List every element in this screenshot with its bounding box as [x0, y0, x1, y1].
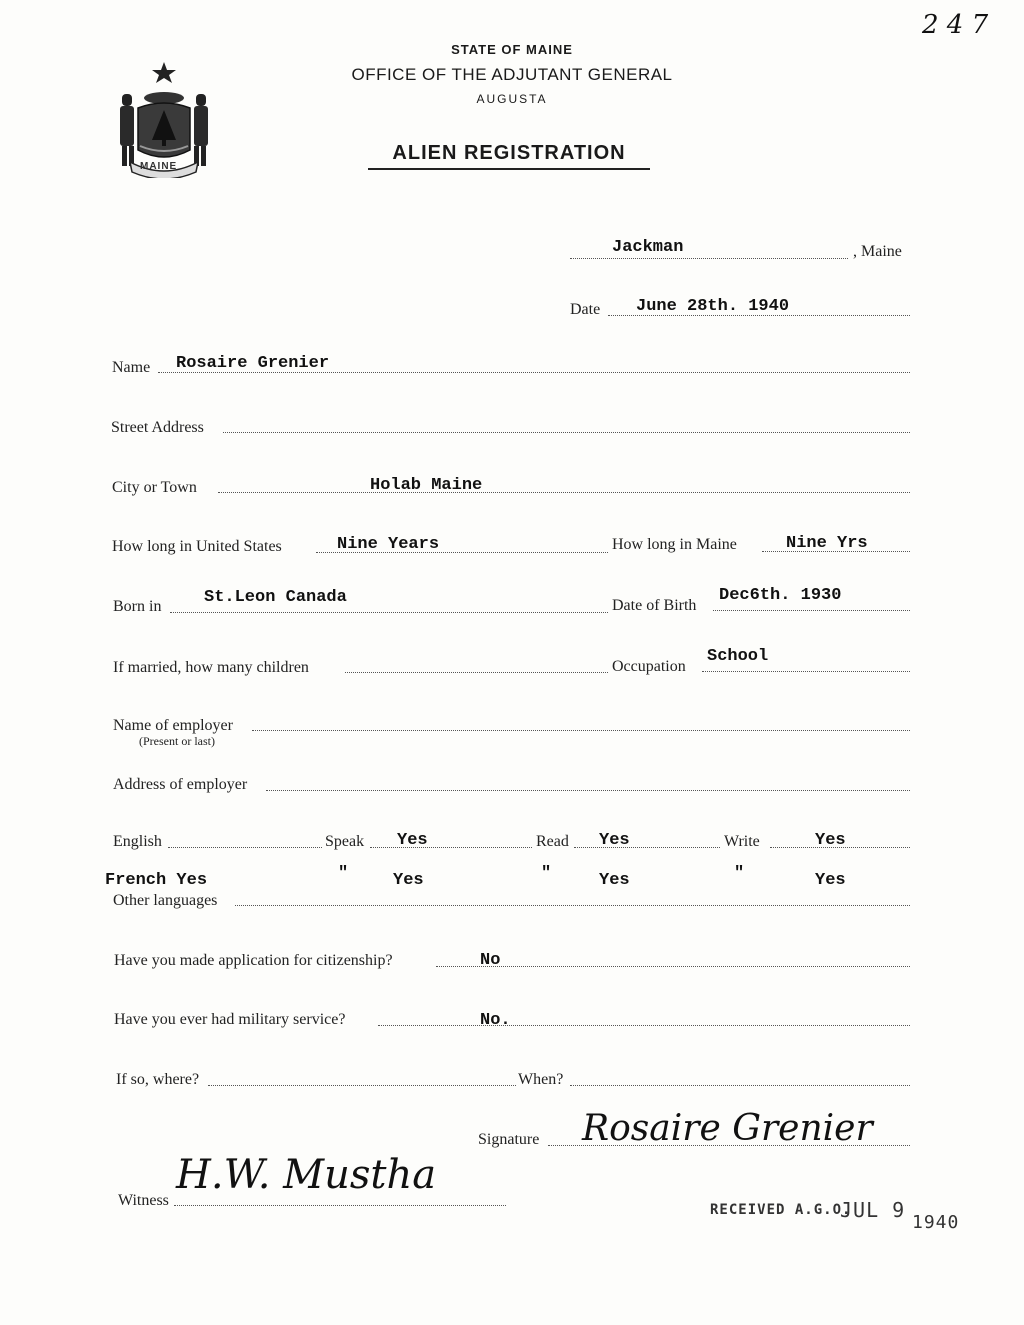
how-long-us-value: Nine Years	[337, 535, 440, 554]
when-label: When?	[518, 1071, 564, 1088]
english-label: English	[113, 833, 162, 850]
street-address-label: Street Address	[111, 419, 204, 436]
form-title: ALIEN REGISTRATION	[368, 142, 650, 170]
employer-name-label: Name of employer	[113, 717, 233, 734]
how-long-us-label: How long in United States	[112, 538, 282, 555]
employer-name-sublabel: (Present or last)	[139, 734, 215, 748]
received-stamp-year: 1940	[912, 1212, 960, 1233]
other-languages-label: Other languages	[113, 892, 218, 909]
date-of-birth-value: Dec6th. 1930	[719, 586, 842, 605]
read-label: Read	[536, 833, 569, 850]
where-label: If so, where?	[116, 1071, 200, 1088]
signature-value: Rosaire Grenier	[582, 1108, 873, 1149]
other-language-name: French Yes	[105, 871, 208, 890]
received-stamp-date: JUL 9	[840, 1198, 906, 1222]
how-long-maine-label: How long in Maine	[612, 536, 737, 553]
place-suffix: , Maine	[853, 243, 902, 260]
citizenship-value: No	[480, 951, 501, 970]
occupation-label: Occupation	[612, 658, 686, 675]
name-value: Rosaire Grenier	[176, 354, 330, 373]
header-state: STATE OF MAINE	[451, 42, 573, 57]
header-office: OFFICE OF THE ADJUTANT GENERAL	[351, 65, 673, 84]
english-write-value: Yes	[815, 831, 846, 850]
military-label: Have you ever had military service?	[114, 1011, 346, 1028]
received-stamp-text: RECEIVED A.G.O.	[710, 1202, 852, 1218]
born-in-label: Born in	[113, 598, 162, 615]
born-in-value: St.Leon Canada	[204, 588, 347, 607]
ditto-mark-write: "	[734, 864, 745, 883]
ditto-mark-read: "	[541, 864, 552, 883]
write-label: Write	[724, 833, 760, 850]
other-language-write: Yes	[815, 871, 846, 890]
other-language-read: Yes	[599, 871, 630, 890]
employer-address-label: Address of employer	[113, 776, 248, 793]
header-city: AUGUSTA	[476, 92, 548, 106]
english-speak-value: Yes	[397, 831, 428, 850]
occupation-value: School	[707, 647, 769, 666]
date-label: Date	[570, 301, 601, 318]
name-label: Name	[112, 359, 151, 376]
citizenship-label: Have you made application for citizenship?	[114, 952, 393, 969]
military-value: No.	[480, 1011, 511, 1030]
speak-label: Speak	[325, 833, 365, 850]
how-long-maine-value: Nine Yrs	[786, 534, 868, 553]
city-value: Holab Maine	[370, 476, 483, 495]
other-language-speak: Yes	[393, 871, 424, 890]
witness-label: Witness	[118, 1192, 169, 1209]
ditto-mark-speak: "	[338, 864, 349, 883]
date-value: June 28th. 1940	[636, 297, 790, 316]
children-label: If married, how many children	[113, 659, 309, 676]
city-label: City or Town	[112, 479, 197, 496]
witness-value: H.W. Mustha	[176, 1152, 437, 1198]
date-of-birth-label: Date of Birth	[612, 597, 697, 614]
seal-banner-text: MAINE	[140, 161, 178, 172]
english-read-value: Yes	[599, 831, 630, 850]
page-number: 2 4 7	[922, 10, 989, 40]
signature-label: Signature	[478, 1131, 540, 1148]
place-value: Jackman	[612, 238, 684, 257]
